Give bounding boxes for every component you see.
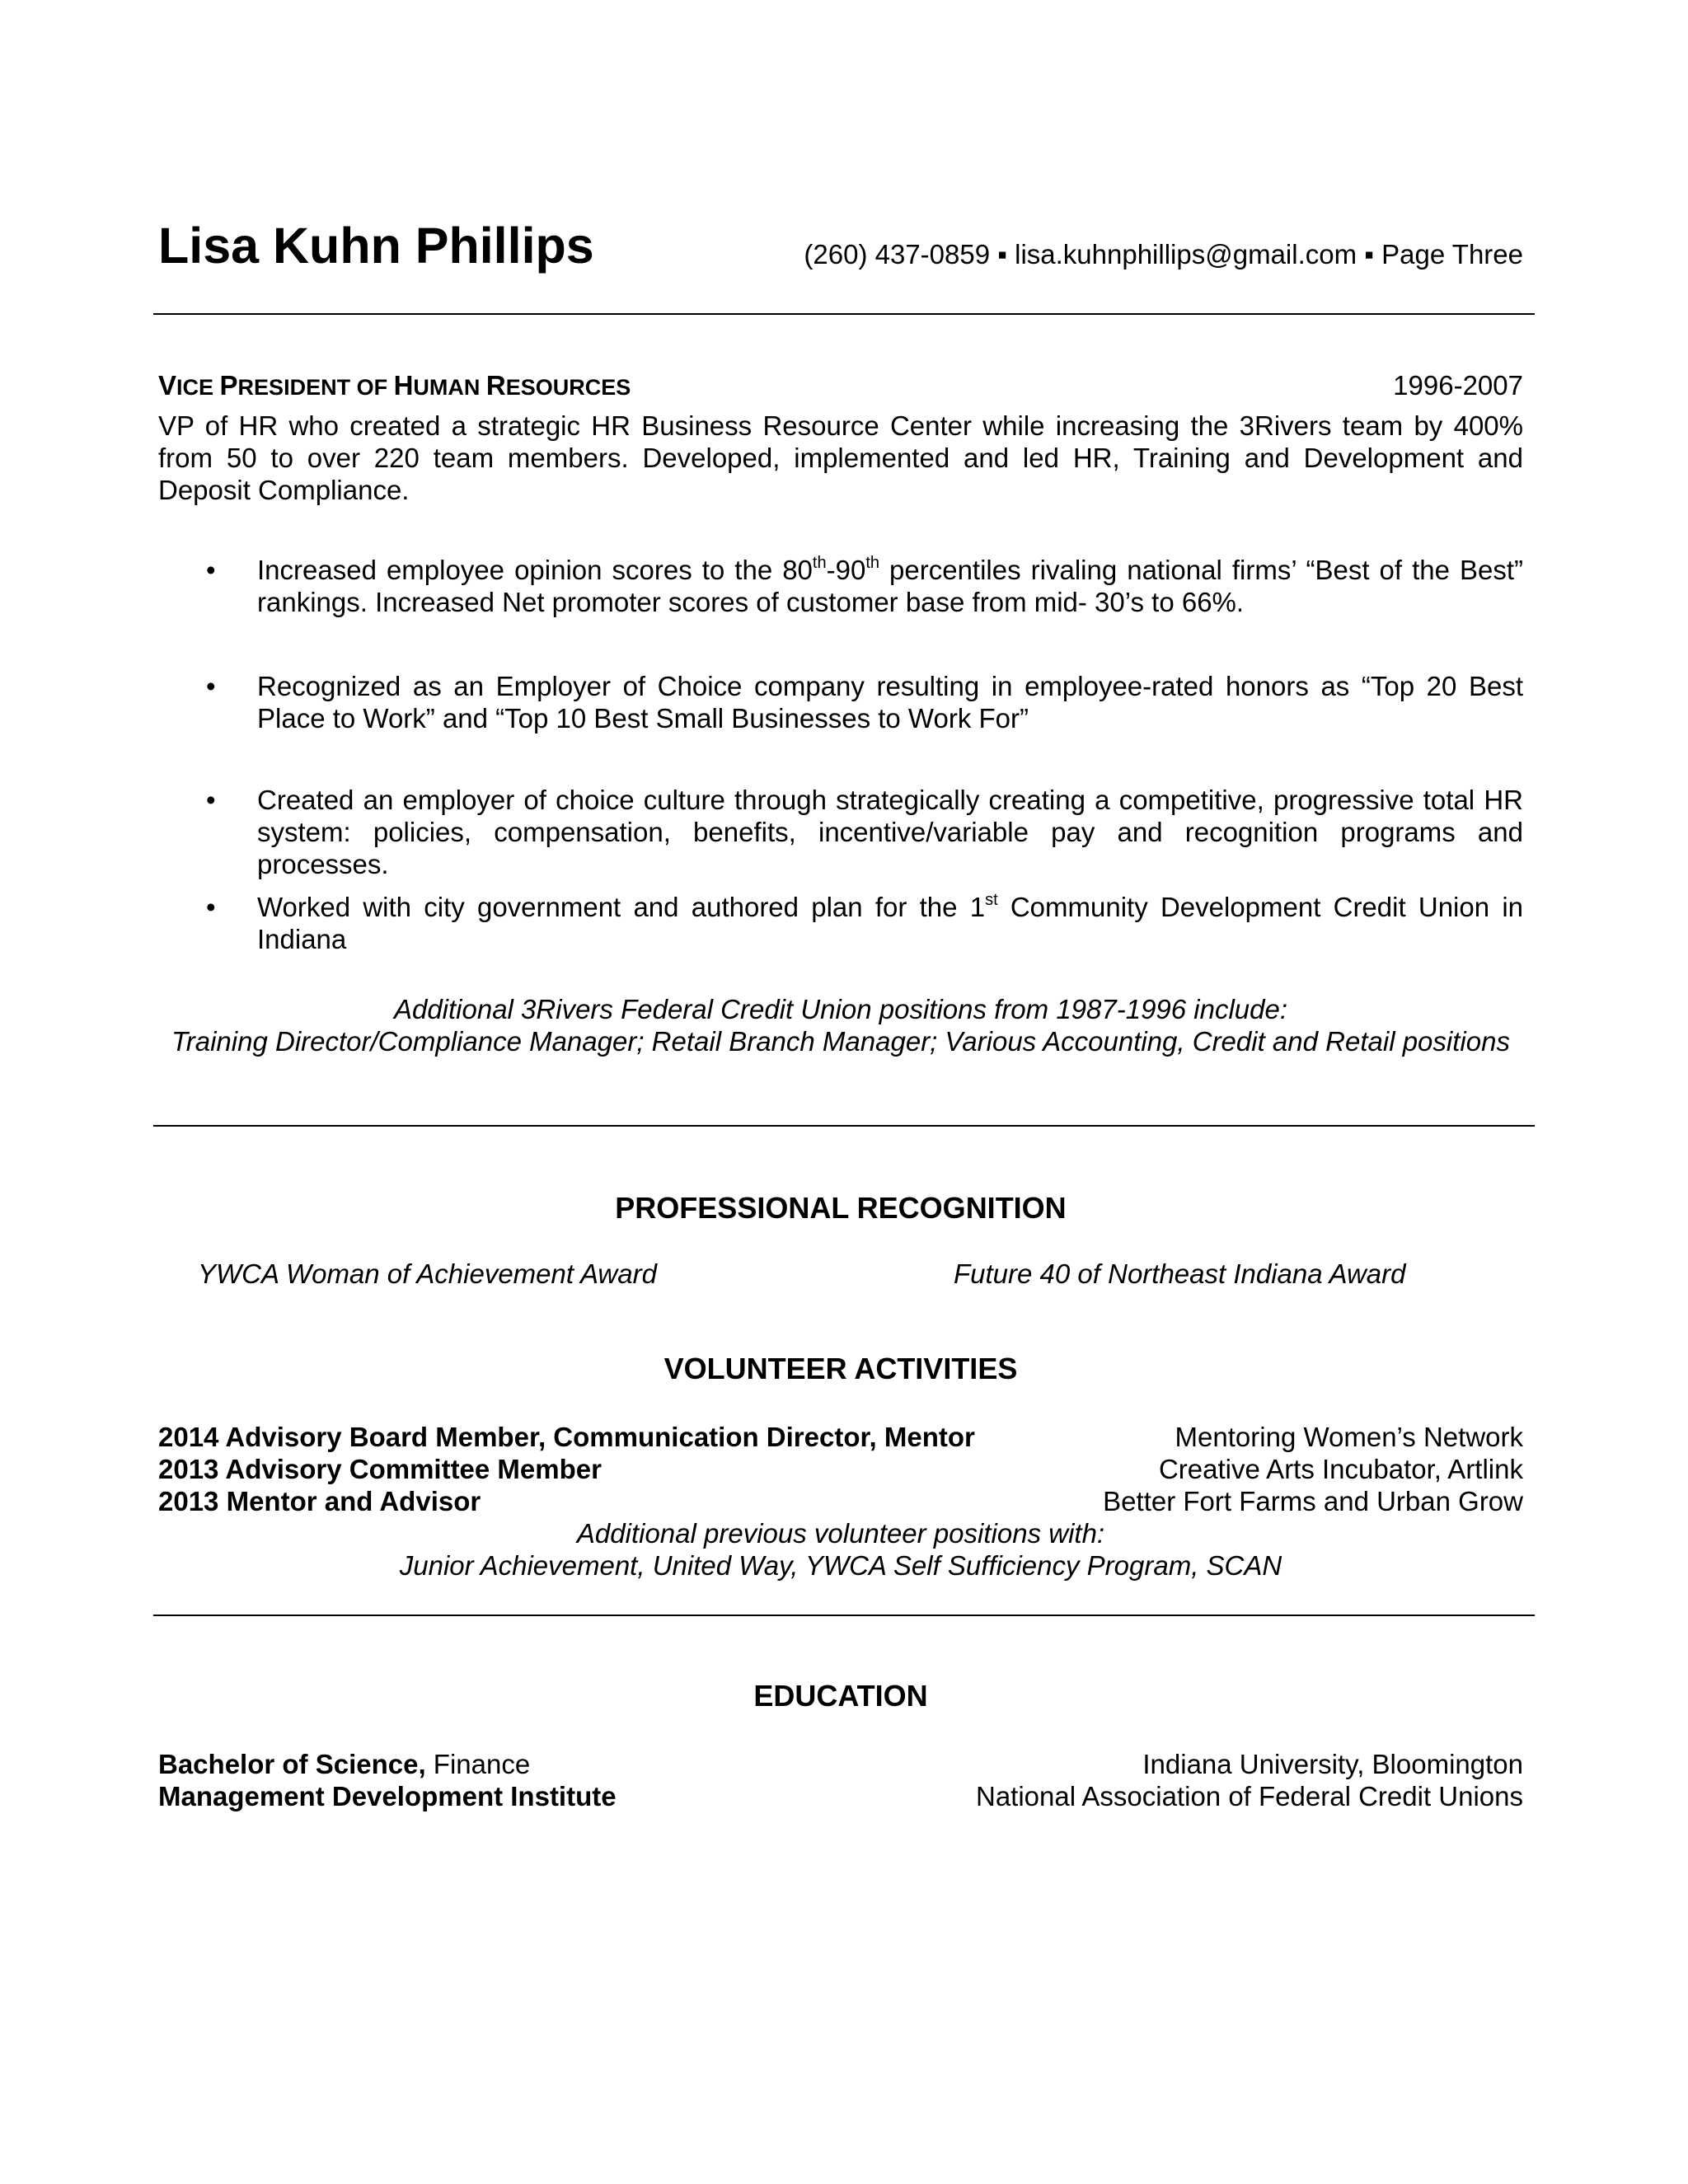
candidate-name: Lisa Kuhn Phillips — [158, 218, 594, 274]
education-degree: Management Development Institute — [158, 1781, 617, 1811]
volunteer-role: 2014 Advisory Board Member, Communication Director, Mentor — [158, 1422, 975, 1452]
education-school: National Association of Federal Credit Unions — [975, 1781, 1523, 1811]
job-dates: 1996-2007 — [1393, 370, 1523, 401]
additional-volunteer-intro: Additional previous volunteer positions with: — [576, 1518, 1105, 1549]
additional-positions-intro: Additional 3Rivers Federal Credit Union positions from 1987-1996 include: — [393, 994, 1288, 1024]
divider-rule — [153, 313, 1535, 315]
bullet-icon: • — [206, 555, 216, 585]
bullet-icon: • — [206, 671, 216, 701]
education-row — [158, 1748, 1523, 1780]
education-school: Indiana University, Bloomington — [1142, 1749, 1523, 1779]
additional-positions-list: Training Director/Compliance Manager; Retail Branch Manager; Various Accounting, Credit and Retail positions — [171, 1026, 1510, 1057]
additional-volunteer-list: Junior Achievement, United Way, YWCA Self Sufficiency Program, SCAN — [399, 1550, 1282, 1581]
volunteer-org: Creative Arts Incubator, Artlink — [1158, 1454, 1523, 1484]
volunteer-org: Better Fort Farms and Urban Grow — [1103, 1486, 1523, 1516]
award-item: YWCA Woman of Achievement Award — [198, 1258, 657, 1289]
bullet-text: Worked with city government and authored plan for the 1st Community Development Credit Union in Indiana — [257, 891, 1523, 954]
bullet-icon: • — [206, 892, 216, 922]
volunteer-role: 2013 Advisory Committee Member — [158, 1454, 602, 1484]
section-heading-education: EDUCATION — [753, 1679, 928, 1713]
volunteer-row — [158, 1485, 1523, 1517]
volunteer-org: Mentoring Women’s Network — [1175, 1422, 1523, 1452]
education-row — [158, 1780, 1523, 1812]
bullet-text: Created an employer of choice culture through strategically creating a competitive, progressive total HR system: policies, compensation, benefits, incentive/variable pay and recognition programs and processes. — [257, 785, 1523, 879]
volunteer-role: 2013 Mentor and Advisor — [158, 1486, 481, 1516]
divider-rule — [153, 1615, 1535, 1616]
education-degree: Bachelor of Science, Finance — [158, 1749, 531, 1779]
bullet-text: Recognized as an Employer of Choice company resulting in employee-rated honors as “Top 20 Best Place to Work” and “Top 10 Best Small Businesses to Work For” — [257, 671, 1523, 733]
job-summary: VP of HR who created a strategic HR Business Resource Center while increasing the 3Rivers team by 400% from 50 to over 220 team members. Developed, implemented and led HR, Training and Development and Deposit Compliance. — [158, 410, 1523, 505]
bullet-icon: • — [206, 785, 216, 815]
section-heading-recognition: PROFESSIONAL RECOGNITION — [615, 1191, 1067, 1225]
volunteer-row — [158, 1421, 1523, 1453]
divider-rule — [153, 1125, 1535, 1127]
section-heading-volunteer: VOLUNTEER ACTIVITIES — [663, 1352, 1018, 1385]
award-item: Future 40 of Northeast Indiana Award — [954, 1258, 1406, 1289]
job-title: VICE PRESIDENT OF HUMAN RESOURCES — [158, 370, 631, 401]
volunteer-row — [158, 1453, 1523, 1485]
bullet-text: Increased employee opinion scores to the 80th-90th percentiles rivaling national firms’ “Best of the Best” rankings. Increased Net promoter scores of customer base from mid- 30’s to 66%. — [257, 554, 1523, 617]
contact-line: (260) 437-0859 ▪ lisa.kuhnphillips@gmail.com ▪ Page Three — [804, 239, 1523, 269]
